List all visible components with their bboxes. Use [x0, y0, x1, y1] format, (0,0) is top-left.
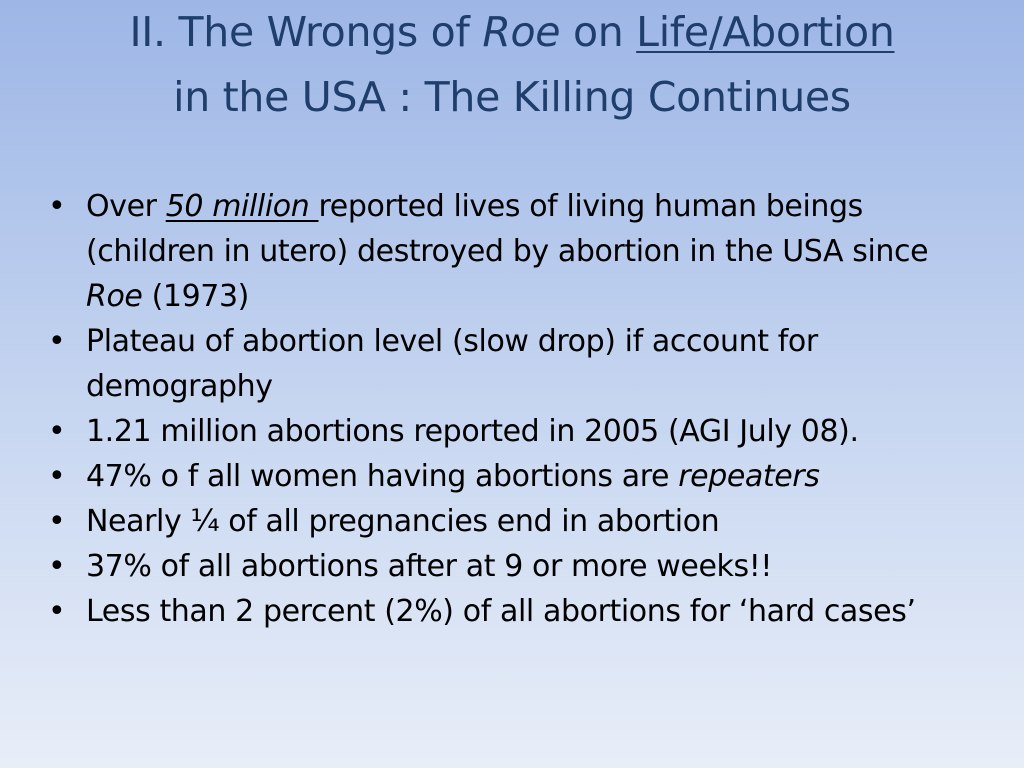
bullet-item: [48, 589, 978, 634]
slide-title: [40, 0, 984, 130]
bullet-text: Less than 2 percent (2%) of all abortions for ‘hard cases’: [86, 594, 916, 629]
bullet-glyph: •: [48, 324, 66, 359]
bullet-item: [48, 499, 978, 544]
bullet-item: [48, 184, 978, 319]
title-line-1: [40, 0, 984, 65]
bullet-text-c: reported lives of living human beings (children in utero) destroyed by abortion in the USA since: [86, 189, 929, 269]
bullet-item: [48, 544, 978, 589]
bullet-item: [48, 319, 978, 409]
title-roe: Roe: [482, 8, 561, 56]
title-topic: Life/Abortion: [636, 8, 895, 56]
bullet-text-a: 47% o f all women having abortions are: [86, 459, 679, 494]
bullet-roe: Roe: [86, 279, 143, 314]
bullet-item: [48, 409, 978, 454]
bullet-text: 37% of all abortions after at 9 or more weeks!!: [86, 549, 772, 584]
bullet-text: Plateau of abortion level (slow drop) if account for demography: [86, 324, 818, 404]
bullet-text-e: (1973): [142, 279, 249, 314]
bullet-glyph: •: [48, 549, 66, 584]
bullet-item: [48, 454, 978, 499]
bullet-glyph: •: [48, 414, 66, 449]
bullet-glyph: •: [48, 504, 66, 539]
bullet-text-a: Over: [86, 189, 166, 224]
bullet-glyph: •: [48, 594, 66, 629]
bullet-glyph: •: [48, 189, 66, 224]
bullet-emphasis: 50 million: [165, 189, 319, 224]
title-prefix: II. The Wrongs of: [129, 8, 483, 56]
bullet-text: 1.21 million abortions reported in 2005 (AGI July 08).: [86, 414, 859, 449]
bullet-text: Nearly ¼ of all pregnancies end in abortion: [86, 504, 720, 539]
bullet-list: [48, 184, 978, 634]
title-on: on: [560, 8, 637, 56]
bullet-glyph: •: [48, 459, 66, 494]
bullet-emphasis: repeaters: [678, 459, 820, 494]
title-line-2: in the USA : The Killing Continues: [173, 73, 851, 121]
